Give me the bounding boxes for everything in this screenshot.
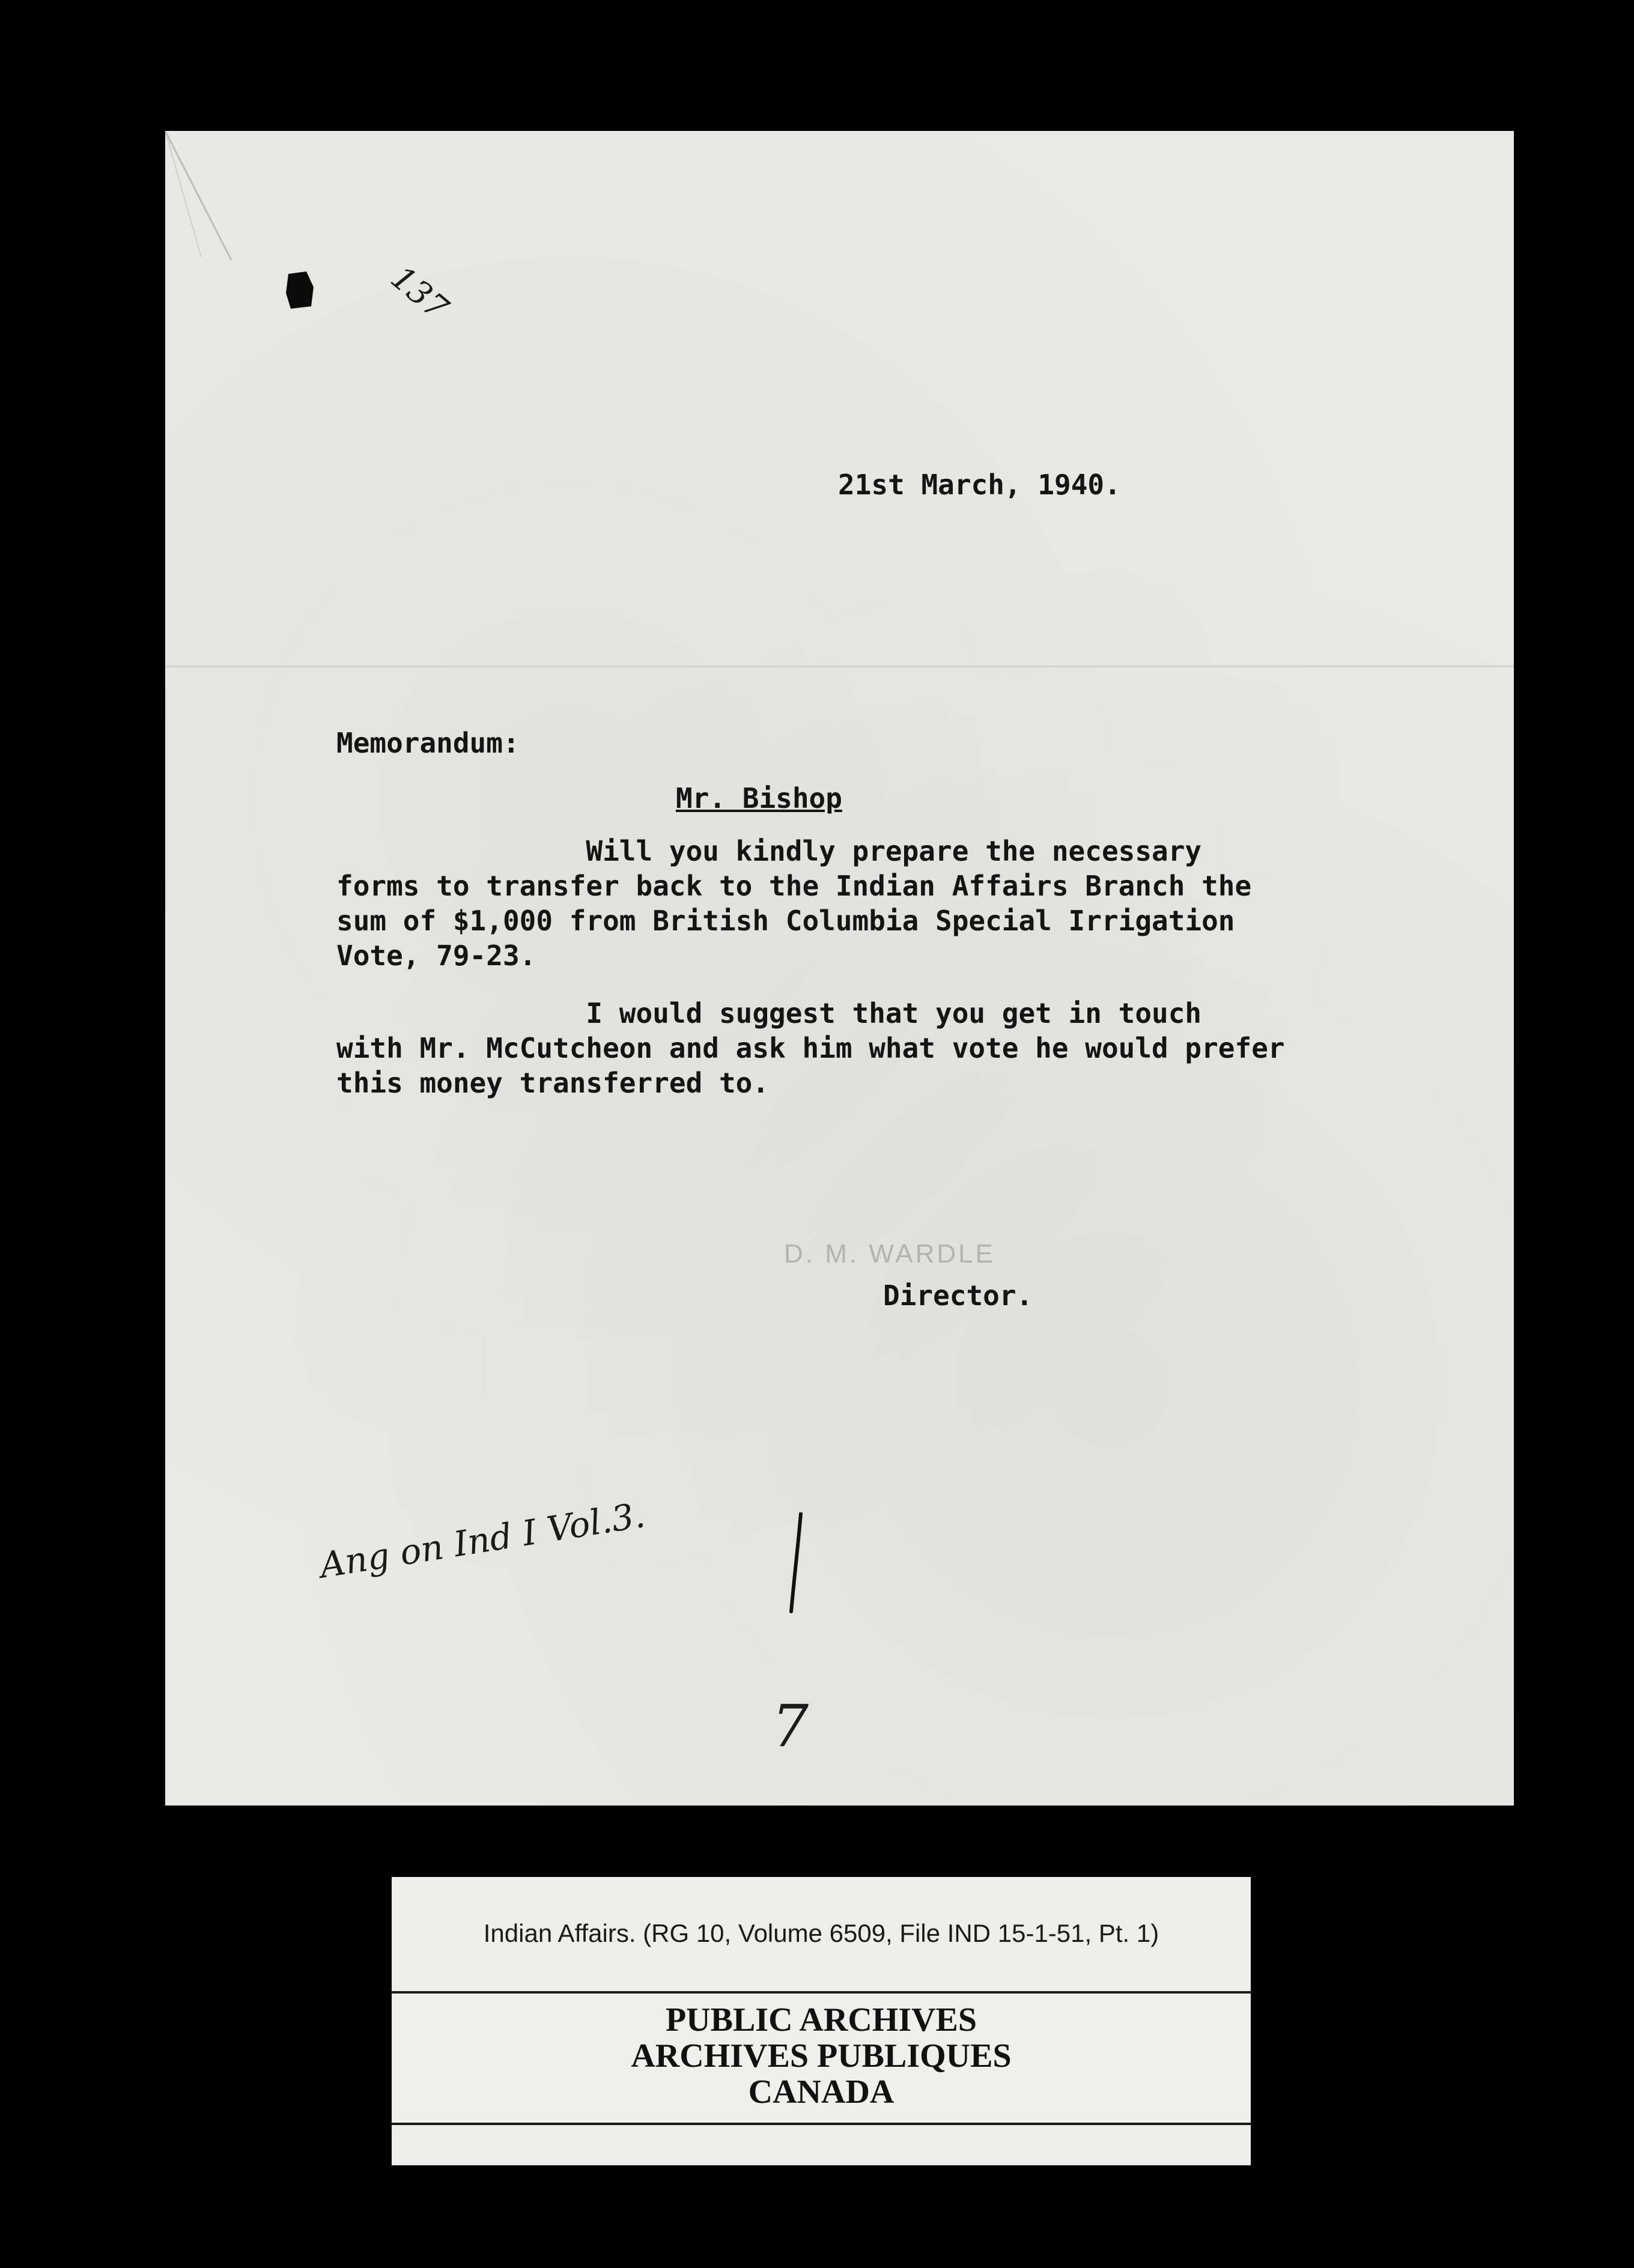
archive-name-strip: [392, 1991, 1251, 2125]
archive-reference: Indian Affairs. (RG 10, Volume 6509, File IND 15-1-51, Pt. 1): [483, 1919, 1159, 1947]
fold-crease: [165, 666, 1514, 667]
handwritten-margin-note: Ang on Ind I Vol.3.: [317, 1494, 648, 1586]
memo-paragraph-1: Will you kindly prepare the necessary forms to transfer back to the Indian Affairs Branch the sum of $1,000 from British Columbia Special Irrigation Vote, 79-23.: [336, 835, 1252, 972]
memo-addressee: Mr. Bishop: [676, 782, 842, 814]
archive-name-english: PUBLIC ARCHIVES: [665, 2001, 977, 2039]
pen-stroke-mark: [784, 1512, 808, 1615]
memo-date: 21st March, 1940.: [838, 468, 1121, 501]
memo-paragraph-2: I would suggest that you get in touch with Mr. McCutcheon and ask him what vote he would prefer this money transferred to.: [336, 997, 1285, 1099]
signature-stamp: D. M. WARDLE: [784, 1239, 995, 1269]
handwritten-page-number: 7: [772, 1693, 809, 1760]
signatory-title: Director.: [883, 1279, 1033, 1312]
memo-salutation: Memorandum:: [336, 727, 520, 759]
memo-sheet: [165, 131, 1514, 1806]
ink-blot-mark: [282, 269, 318, 311]
archive-country: CANADA: [748, 2073, 894, 2111]
archive-label: [392, 1877, 1251, 2165]
handwritten-folio-number: 137: [383, 258, 456, 327]
archive-name-french: ARCHIVES PUBLIQUES: [631, 2037, 1012, 2075]
corner-crease: [165, 131, 237, 263]
